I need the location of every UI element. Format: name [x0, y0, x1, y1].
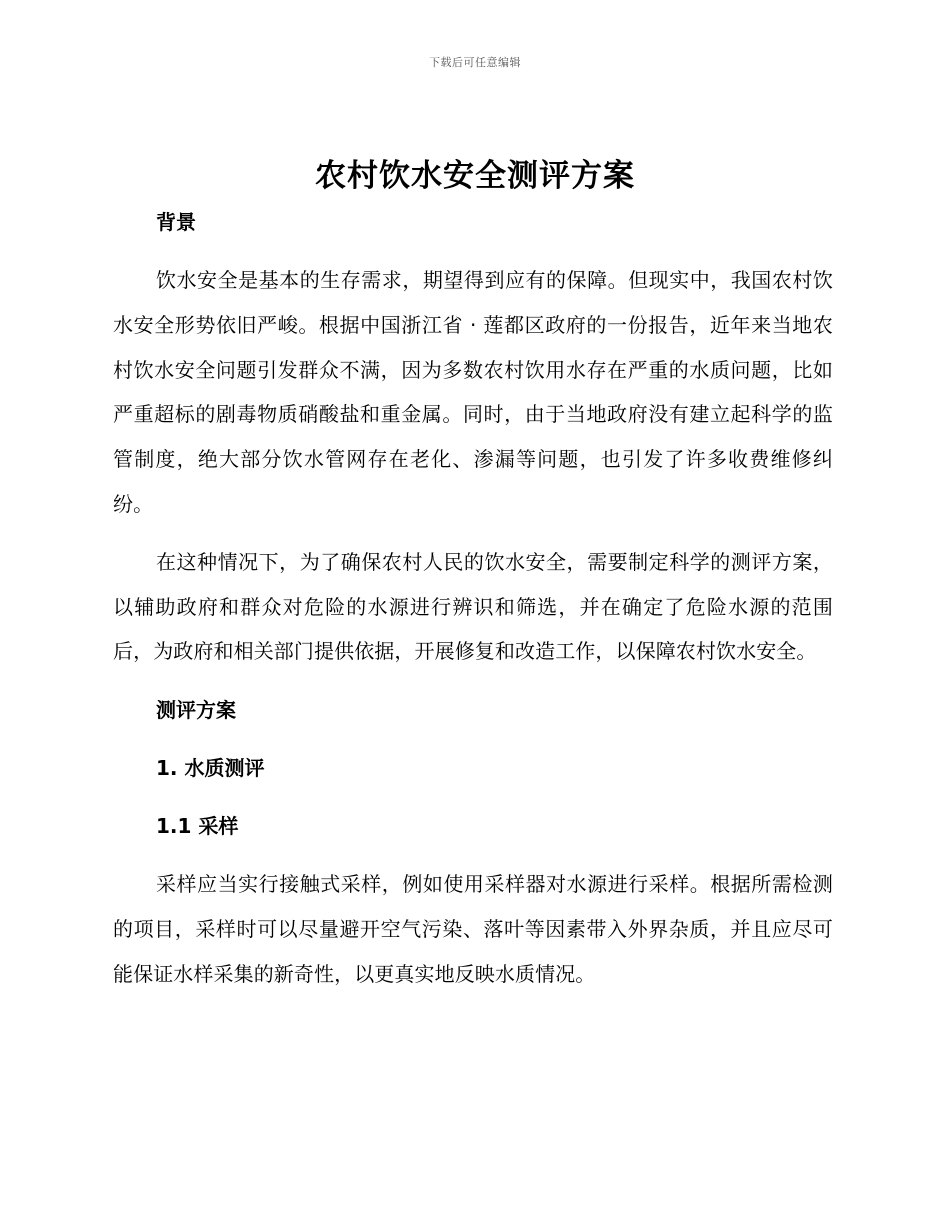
- document-body: [113, 203, 833, 997]
- section-heading-sampling: 1.1 采样: [156, 814, 239, 839]
- paragraph-sampling: 采样应当实行接触式采样，例如使用采样器对水源进行采样。根据所需检测的项目，采样时可以尽量避开空气污染、落叶等因素带入外界杂质，并且应尽可能保证水样采集的新奇性，以更真实地反映水质情况。: [113, 872, 833, 986]
- document-title: 农村饮水安全测评方案: [315, 158, 635, 194]
- header-note: 下载后可任意编辑: [429, 56, 521, 69]
- section-heading-background: 背景: [156, 210, 196, 234]
- paragraph-background-1: 饮水安全是基本的生存需求，期望得到应有的保障。但现实中，我国农村饮水安全形势依旧严峻。根据中国浙江省 · 莲都区政府的一份报告，近年来当地农村饮水安全问题引发群众不满，因为多数农村饮用水存在严重的水质问题，比如严重超标的剧毒物质硝酸盐和重金属。同时，由于当地政府没有建立起科学的监管制度，绝大部分饮水管网存在老化、渗漏等问题，也引发了许多收费维修纠纷。: [113, 268, 833, 516]
- section-heading-water-quality: 1. 水质测评: [156, 756, 265, 781]
- section-heading-plan: 测评方案: [156, 698, 236, 723]
- paragraph-background-2: 在这种情况下，为了确保农村人民的饮水安全，需要制定科学的测评方案，以辅助政府和群众对危险的水源进行辨识和筛选，并在确定了危险水源的范围后，为政府和相关部门提供依据，开展修复和改造工作，以保障农村饮水安全。: [113, 549, 833, 664]
